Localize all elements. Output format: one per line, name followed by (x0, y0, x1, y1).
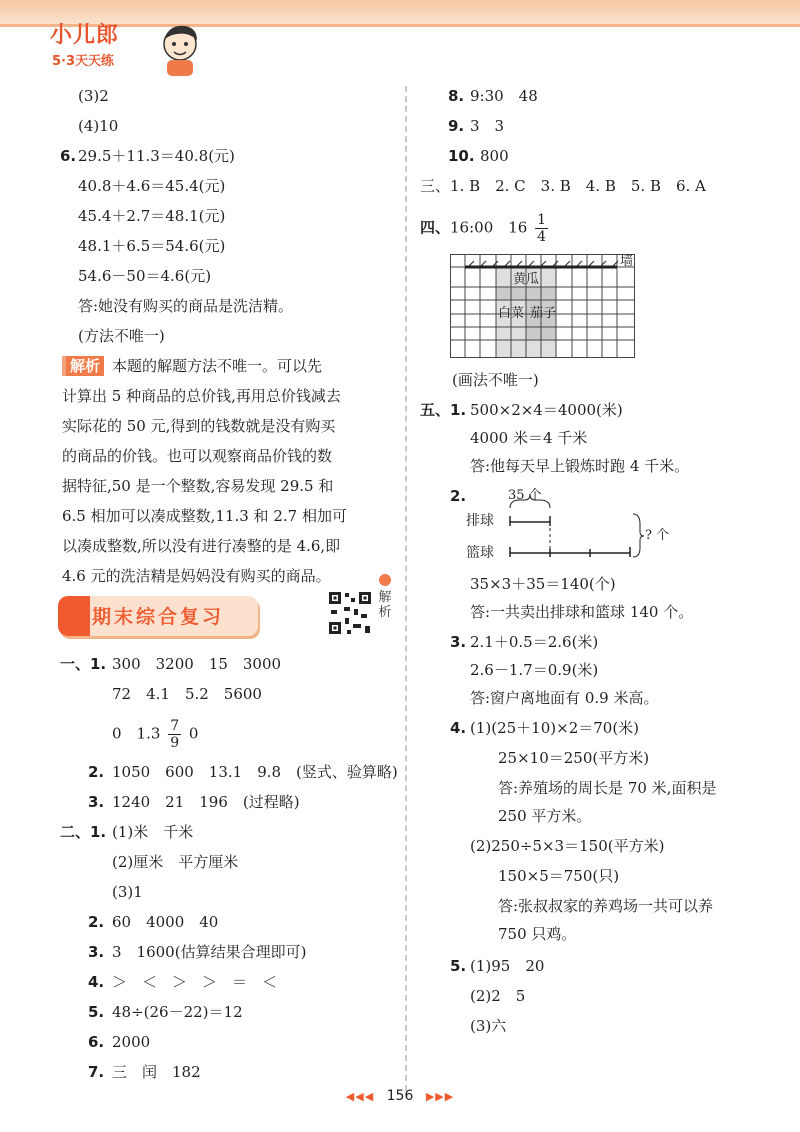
answer-line: (4)10 (78, 117, 119, 135)
question-number: 4. (88, 973, 105, 991)
qr-label: 解析 (378, 590, 392, 620)
qr-code-icon[interactable] (327, 590, 373, 636)
answer-line: 2000 (112, 1033, 151, 1051)
section-number: 五、1. (420, 401, 467, 419)
analysis-paragraph (62, 356, 322, 376)
question-number: 3. (88, 943, 105, 961)
question-number: 2. (88, 913, 105, 931)
answer-line: 300 3200 15 3000 (112, 655, 282, 673)
question-number: 6. (60, 147, 77, 165)
answer-text: 0 (188, 724, 199, 743)
column-divider (405, 86, 407, 1091)
play-icon (379, 574, 391, 586)
wall-label: 墙 (620, 254, 634, 269)
diagram-question-label: ? 个 (645, 528, 670, 543)
answer-line: 29.5＋11.3＝40.8(元) (78, 147, 235, 165)
answer-line: (2)2 5 (470, 987, 526, 1005)
volleyball-label: 排球 (466, 513, 494, 529)
answer-line: 60 4000 40 (112, 913, 219, 931)
answer-line: 答:养殖场的周长是 70 米,面积是 (498, 779, 717, 797)
analysis-text: 实际花的 50 元,得到的钱数就是没有购买 (62, 417, 336, 435)
banner-accent (58, 596, 90, 636)
answer-line: 35×3＋35＝140(个) (470, 575, 616, 593)
analysis-text: 以凑成整数,所以没有进行凑整的是 4.6,即 (62, 537, 341, 555)
analysis-text: 6.5 相加可以凑成整数,11.3 和 2.7 相加可 (62, 507, 347, 525)
fraction-numerator: 1 (537, 212, 547, 228)
question-number: 5. (88, 1003, 105, 1021)
question-number: 9. (448, 117, 465, 135)
garden-grid (450, 254, 635, 358)
page-footer (0, 1088, 800, 1104)
answer-line: 2.1＋0.5＝2.6(米) (470, 633, 599, 651)
answer-line: 答:他每天早上锻炼时跑 4 千米。 (470, 457, 690, 475)
fraction-denominator: 4 (537, 229, 547, 245)
analysis-text: 计算出 5 种商品的总价钱,再用总价钱减去 (62, 387, 341, 405)
answer-line: 答:一共卖出排球和篮球 140 个。 (470, 603, 694, 621)
answer-line: 800 (480, 147, 509, 165)
answer-line: 三、1. B 2. C 3. B 4. B 5. B 6. A (420, 177, 706, 195)
next-arrows-icon: ▶▶▶ (425, 1090, 455, 1103)
fraction (168, 718, 181, 751)
answer-note: (方法不唯一) (78, 327, 165, 345)
analysis-text: 本题的解题方法不唯一。可以先 (112, 357, 323, 375)
answer-line: (2)250÷5×3＝150(平方米) (470, 837, 665, 855)
answer-line: 9:30 48 (470, 87, 538, 105)
cabbage-label: 白菜 (498, 306, 525, 321)
section-title: 期末综合复习 (92, 606, 225, 628)
answer-line: 48÷(26－22)＝12 (112, 1003, 243, 1021)
fraction-denominator: 9 (170, 735, 180, 751)
eggplant-label: 茄子 (530, 306, 557, 321)
basketball-label: 篮球 (466, 545, 494, 561)
answer-line: 250 平方米。 (498, 807, 592, 825)
brand-subtitle: 5·3天天练 (52, 54, 115, 69)
brand-logo (50, 14, 160, 74)
question-number: 3. (88, 793, 105, 811)
question-number: 8. (448, 87, 465, 105)
answer-line: 3 1600(估算结果合理即可) (112, 943, 307, 961)
answer-text: 0 1.3 (112, 724, 161, 743)
answer-line: 三 闰 182 (112, 1063, 201, 1081)
question-number: 10. (448, 147, 475, 165)
analysis-text: 据特征,50 是一个整数,容易发现 29.5 和 (62, 477, 334, 495)
section-number: 二、1. (60, 823, 107, 841)
question-number: 7. (88, 1063, 105, 1081)
answer-line: 48.1＋6.5＝54.6(元) (78, 237, 226, 255)
answer-line: 45.4＋2.7＝48.1(元) (78, 207, 226, 225)
boy-mascot-icon (155, 22, 205, 78)
answer-line: ＞ ＜ ＞ ＞ ＝ ＜ (112, 973, 278, 991)
answer-line: 答:窗户离地面有 0.9 米高。 (470, 689, 659, 707)
question-number: 4. (450, 719, 467, 737)
analysis-tag: 解析 (62, 356, 104, 376)
answer-line: 25×10＝250(平方米) (498, 749, 650, 767)
question-number: 2. (450, 487, 467, 505)
page-number: 156 (386, 1088, 414, 1104)
answer-line: (1)(25＋10)×2＝70(米) (470, 719, 640, 737)
answer-line: 150×5＝750(只) (498, 867, 620, 885)
cucumber-label: 黄瓜 (513, 272, 540, 287)
analysis-text: 的商品的价钱。也可以观察商品价钱的数 (62, 447, 333, 465)
answer-line: 54.6－50＝4.6(元) (78, 267, 212, 285)
question-number: 3. (450, 633, 467, 651)
question-number: 6. (88, 1033, 105, 1051)
answer-line: 72 4.1 5.2 5600 (112, 685, 262, 703)
answer-line: 答:她没有购买的商品是洗洁精。 (78, 297, 294, 315)
answer-line: (3)2 (78, 87, 109, 105)
answer-line: (1)95 20 (470, 957, 545, 975)
answer-text: 16:00 16 (450, 218, 528, 237)
question-number: 5. (450, 957, 467, 975)
answer-line: 1050 600 13.1 9.8 (竖式、验算略) (112, 763, 398, 781)
answer-line: (3)六 (470, 1017, 507, 1035)
answer-line (420, 212, 551, 245)
answer-line: 答:张叔叔家的养鸡场一共可以养 (498, 897, 714, 915)
section-number: 一、1. (60, 655, 107, 673)
answer-line: 500×2×4＝4000(米) (470, 401, 623, 419)
answer-line: (2)厘米 平方厘米 (112, 853, 239, 871)
diagram-top-label: 35 个 (508, 488, 542, 503)
brand-name: 小儿郎 (50, 23, 120, 48)
answer-line: 750 只鸡。 (498, 925, 577, 943)
fraction (535, 212, 548, 245)
question-number: 2. (88, 763, 105, 781)
answer-line: 3 3 (470, 117, 505, 135)
answer-line: 40.8＋4.6＝45.4(元) (78, 177, 226, 195)
answer-line: 2.6－1.7＝0.9(米) (470, 661, 599, 679)
answer-line: 4000 米＝4 千米 (470, 429, 588, 447)
answer-line: (3)1 (112, 883, 143, 901)
section-banner (58, 596, 258, 636)
prev-arrows-icon: ◀◀◀ (345, 1090, 375, 1103)
line-segment-diagram (490, 488, 670, 565)
answer-line: 1240 21 196 (过程略) (112, 793, 300, 811)
answer-note: (画法不唯一) (452, 371, 539, 389)
analysis-text: 4.6 元的洗洁精是妈妈没有购买的商品。 (62, 567, 331, 585)
fraction-numerator: 7 (170, 718, 180, 734)
section-number: 四、 (420, 218, 451, 237)
answer-line: (1)米 千米 (112, 823, 194, 841)
answer-line (112, 718, 198, 751)
